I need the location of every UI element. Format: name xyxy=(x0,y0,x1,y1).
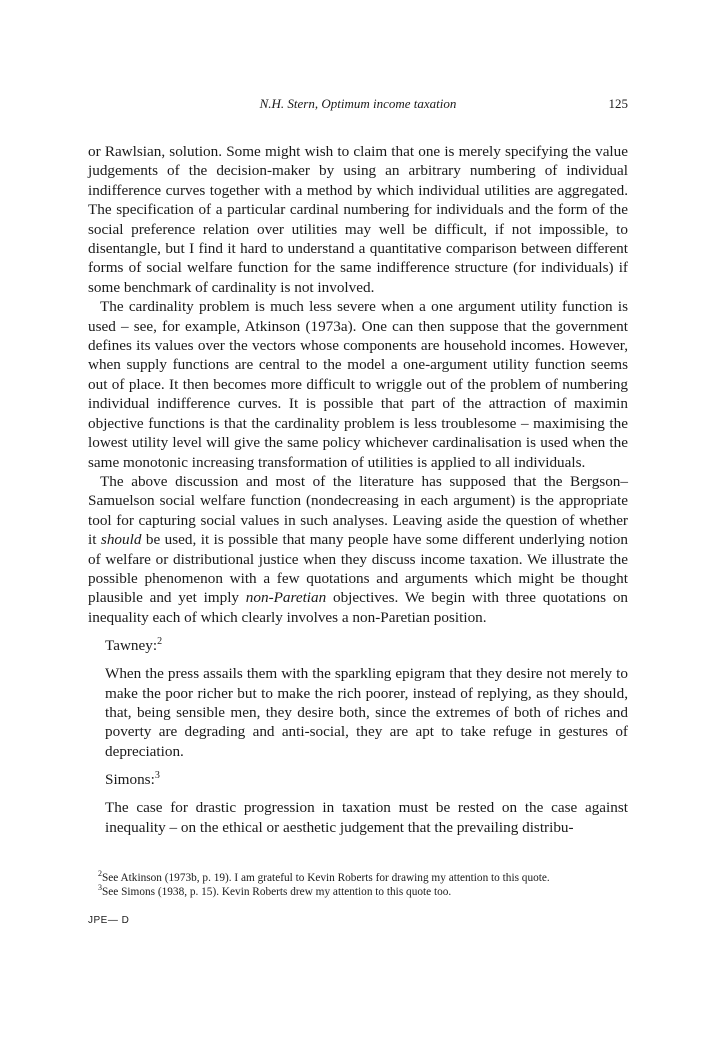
signature-mark: JPE— D xyxy=(88,915,130,926)
footnote-text: See Simons (1938, p. 15). Kevin Roberts drew my attention to this quote too. xyxy=(102,886,452,898)
paragraph-3-text-c: objectives. We begin with three quotations on inequality each of which clearly involves a non-Paretian position. xyxy=(88,589,629,626)
running-title: N.H. Stern, Optimum income taxation xyxy=(259,96,457,111)
blockquote-tawney: When the press assails them with the sparkling epigram that they desire not merely to make the poor richer but to make the rich poorer, instead of replying, as they should, that, being sensible men, they desire both, since the extremes of both of riches and poverty are degrading and anti-social, they are apt to take refuge in gestures of depreciation. xyxy=(105,665,628,760)
footnote-mark: 2 xyxy=(98,869,102,879)
emphasis-should: should xyxy=(100,531,142,549)
quote-label-simons xyxy=(105,771,628,789)
quote-label-tawney xyxy=(105,637,628,655)
footnote-ref: 3 xyxy=(154,770,160,782)
footnote-3 xyxy=(88,885,628,899)
page-number: 125 xyxy=(608,96,628,111)
paragraph-3-text-a: The above discussion and most of the literature has supposed that the Bergson–Samuelson social welfare function (nondecreasing in each argument) is the appropriate tool for capturing social values in such analyses. Leaving aside the question of whether it xyxy=(88,472,628,549)
footnote-text: See Atkinson (1973b, p. 19). I am grateful to Kevin Roberts for drawing my attention to this quote. xyxy=(102,872,550,884)
paragraph-3 xyxy=(88,472,628,627)
running-head xyxy=(88,96,628,118)
footnotes xyxy=(88,871,628,899)
body-text xyxy=(88,142,628,627)
quote-author: Simons: xyxy=(105,771,155,789)
paragraph-3-text-b: be used, it is possible that many people have some different underlying notion of welfare or distributional justice when they discuss income taxation. We illustrate the possible phenomenon with a few quotations and arguments which might be thought plausible and yet imply xyxy=(88,531,628,607)
emphasis-non-paretian: non-Paretian xyxy=(245,589,327,607)
quote-author: Tawney: xyxy=(105,637,158,655)
blockquote-simons: The case for drastic progression in taxation must be rested on the case against inequality – on the ethical or aesthetic judgement that the prevailing distribu- xyxy=(105,799,628,836)
footnote-2 xyxy=(88,871,628,885)
page xyxy=(88,96,628,926)
paragraph-1: or Rawlsian, solution. Some might wish to claim that one is merely specifying the value judgements of the decision-maker by using an arbitrary numbering of individual indifference curves together with a method by which individual utilities are aggregated. The specification of a particular cardinal numbering for individuals and the form of the social preference relation over utilities may well be difficult, if not impossible, to disentangle, but I find it hard to understand a quantitative comparison between different forms of social welfare function for the same indifference structure (for individuals) if some benchmark of cardinality is not involved. xyxy=(88,143,628,296)
footnote-mark: 3 xyxy=(98,883,102,893)
footnote-ref: 2 xyxy=(157,636,163,648)
paragraph-2: The cardinality problem is much less severe when a one argument utility function is used – see, for example, Atkinson (1973a). One can then suppose that the government defines its values over the vectors whose components are household incomes. However, when supply functions are central to the model a one-argument utility function seems out of place. It then becomes more difficult to wriggle out of the problem of numbering individual indifference curves. It is possible that part of the attraction of maximin objective functions is that the cardinality problem is less troublesome – maximising the lowest utility level will give the same policy whichever cardinalisation is used when the same monotonic increasing transformation of utilities is applied to all individuals. xyxy=(88,298,628,471)
